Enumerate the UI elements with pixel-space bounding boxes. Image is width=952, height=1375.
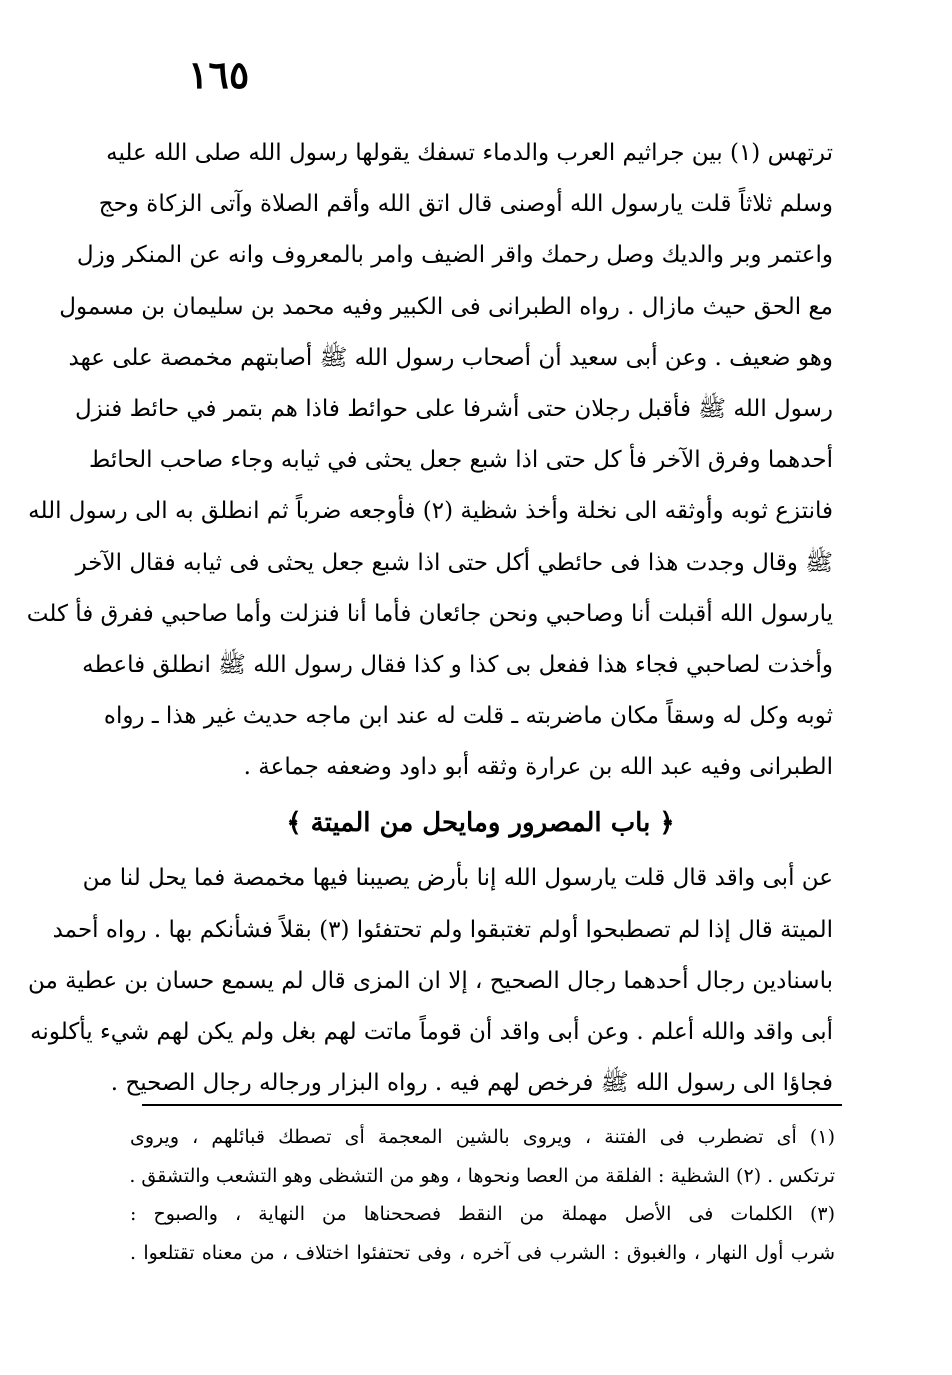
footnote-line: (١) أى تضطرب فى الفتنة ، ويروى بالشين المعجمة أى تصطك قبائلهم ، ويروى bbox=[130, 1126, 835, 1148]
text-line: وأخذت لصاحبي فجاء هذا ففعل بى كذا و كذا فقال رسول الله ﷺ انطلق فاعطه bbox=[82, 651, 833, 678]
text-line: باسنادين رجال أحدهما رجال الصحيح ، إلا ان المزى قال لم يسمع حسان بن عطية من bbox=[28, 967, 833, 994]
text-line: ترتهس (١) بين جراثيم العرب والدماء تسفك يقولها رسول الله صلى الله عليه bbox=[106, 140, 833, 166]
text-line: ثوبه وكل له وسقاً مكان ماضربته ـ قلت له عند ابن ماجه حديث غير هذا ـ رواه bbox=[103, 703, 833, 730]
text-line: الطبرانى وفيه عبد الله بن عرارة وثقه أبو داود وضعفه جماعة . bbox=[243, 754, 833, 781]
text-line: فجاؤا الى رسول الله ﷺ فرخص لهم فيه . رواه البزار ورجاله رجال الصحيح . bbox=[110, 1070, 833, 1097]
text-line: مع الحق حيث مازال . رواه الطبرانى فى الكبير وفيه محمد بن سليمان بن مسمول bbox=[59, 293, 833, 320]
text-line: رسول الله ﷺ فأقبل رجلان حتى أشرفا على حوائط فاذا هم بتمر في حائط فنزل bbox=[74, 395, 833, 422]
text-line: وهو ضعيف . وعن أبى سعيد أن أصحاب رسول الله ﷺ أصابتهم مخمصة على عهد bbox=[68, 344, 833, 371]
text-line: ﷺ وقال وجدت هذا فى حائطي أكل حتى اذا شبع جعل يحثى فى ثيابه فقال الآخر bbox=[75, 549, 833, 576]
text-line: فانتزع ثوبه وأوثقه الى نخلة وأخذ شظية (٢) فأوجعه ضرباً ثم انطلق به الى رسول الله bbox=[28, 498, 833, 525]
text-line: أبى واقد والله أعلم . وعن أبى واقد أن قوماً ماتت لهم بغل ولم يكن لهم شيء يأكلونه bbox=[30, 1019, 833, 1045]
footnote-line: (٣) الكلمات فى الأصل مهملة من النقط فصححناها من النهاية ، والصبوح : bbox=[130, 1203, 835, 1225]
text-line: وسلم ثلاثاً قلت يارسول الله أوصنى قال اتق الله وأقم الصلاة وآتى الزكاة وحج bbox=[98, 191, 833, 218]
footnote-line: ترتكس . (٢) الشظية : الفلقة من العصا ونحوها ، وهو من التشظى وهو التشعب والتشقق . bbox=[129, 1164, 835, 1187]
text-line: أحدهما وفرق الآخر فأ كل حتى اذا شبع جعل يحثى في ثيابه وجاء صاحب الحائط bbox=[88, 447, 833, 474]
text-line: يارسول الله أقبلت أنا وصاحبي ونحن جائعان فأما أنا فنزلت وأما صاحبي ففرق فأ كلت bbox=[26, 600, 833, 627]
footnote-divider bbox=[142, 1104, 842, 1106]
main-text bbox=[26, 128, 833, 1109]
text-line: عن أبى واقد قال قلت يارسول الله إنا بأرض يصيبنا فيها مخمصة فما يحل لنا من bbox=[82, 865, 833, 892]
text-line: واعتمر وبر والديك وصل رحمك واقر الضيف وامر بالمعروف وانه عن المنكر وزل bbox=[76, 242, 833, 269]
section-heading: ﴿ باب المصرور ومايحل من الميتة ﴾ bbox=[286, 808, 675, 839]
text-line: الميتة قال إذا لم تصطبحوا أولم تغتبقوا ولم تحتفئوا (٣) بقلاً فشأنكم بها . رواه أحمد bbox=[52, 916, 833, 943]
footnotes bbox=[130, 1118, 835, 1272]
footnote-line: شرب أول النهار ، والغبوق : الشرب فى آخره ، وفى تحتفئوا اختلاف ، من معناه تقتلعوا . bbox=[130, 1241, 835, 1264]
page-number: ١٦٥ bbox=[188, 52, 250, 97]
